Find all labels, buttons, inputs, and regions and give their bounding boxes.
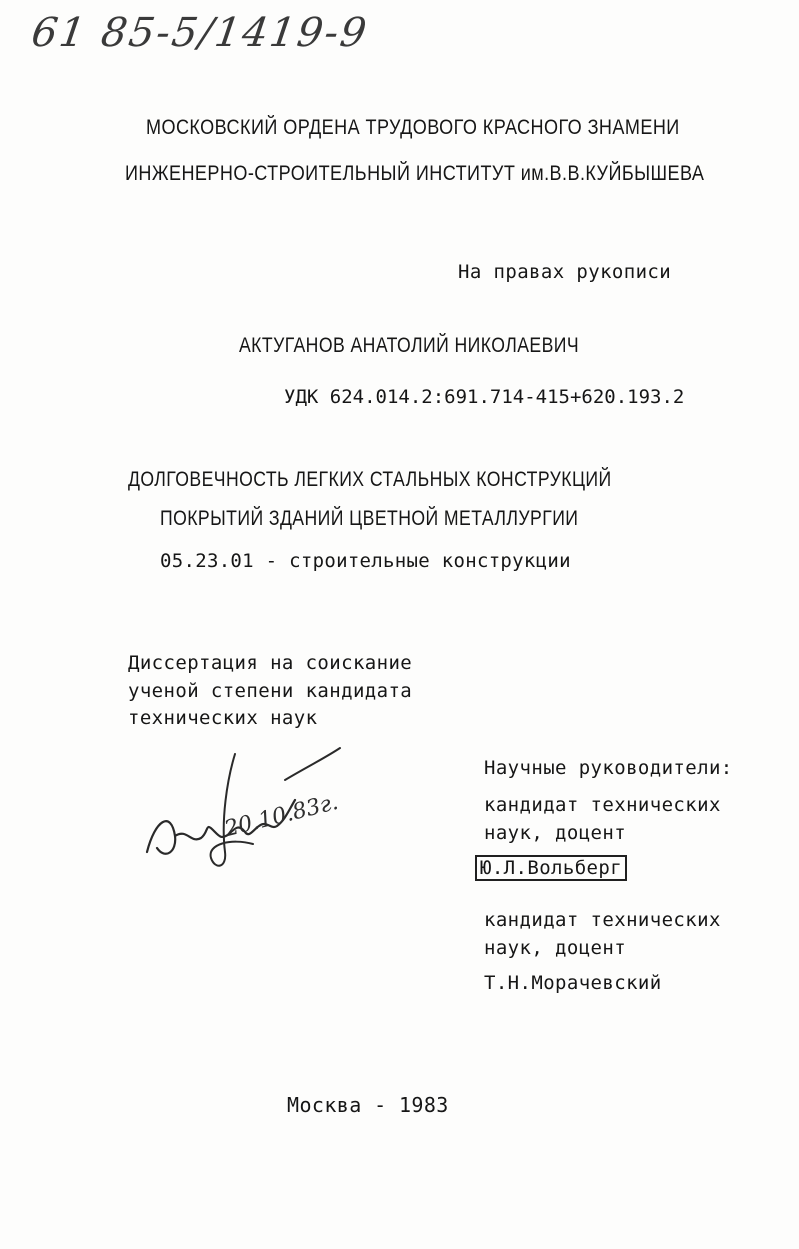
supervisor-1-degree: кандидат технических — [484, 794, 721, 816]
author-name: АКТУГАНОВ АНАТОЛИЙ НИКОЛАЕВИЧ — [239, 334, 580, 357]
supervisors-heading: Научные руководители: — [484, 757, 733, 779]
dissertation-line-2: ученой степени кандидата — [128, 680, 413, 702]
institute-line-1: МОСКОВСКИЙ ОРДЕНА ТРУДОВОГО КРАСНОГО ЗНАМЕНИ — [146, 116, 680, 139]
udk-code: УДК 624.014.2:691.714-415+620.193.2 — [284, 386, 685, 408]
supervisor-2-name: Т.Н.Морачевский — [484, 972, 662, 994]
supervisor-2-rank: наук, доцент — [484, 937, 627, 959]
dissertation-line-1: Диссертация на соискание — [128, 652, 413, 674]
rights-note: На правах рукописи — [458, 261, 672, 283]
supervisor-1-rank: наук, доцент — [484, 822, 627, 844]
supervisor-1-name: Ю.Л.Вольберг — [475, 855, 627, 881]
supervisor-2-degree: кандидат технических — [484, 909, 721, 931]
place-year: Москва - 1983 — [287, 1093, 449, 1117]
specialty-code: 05.23.01 - строительные конструкции — [160, 550, 571, 572]
dissertation-line-3: технических наук — [128, 707, 318, 729]
archive-code: 61 85-5/1419-9 — [28, 10, 371, 56]
signature-stroke-flourish — [285, 748, 340, 780]
signature-stroke-loop — [211, 754, 253, 866]
institute-line-2: ИНЖЕНЕРНО-СТРОИТЕЛЬНЫЙ ИНСТИТУТ им.В.В.КУЙБЫШЕВА — [125, 162, 705, 185]
title-line-1: ДОЛГОВЕЧНОСТЬ ЛЕГКИХ СТАЛЬНЫХ КОНСТРУКЦИЙ — [128, 468, 612, 491]
title-line-2: ПОКРЫТИЙ ЗДАНИЙ ЦВЕТНОЙ МЕТАЛЛУРГИИ — [160, 507, 579, 530]
signature-date: 20.10.83г. — [222, 789, 341, 843]
